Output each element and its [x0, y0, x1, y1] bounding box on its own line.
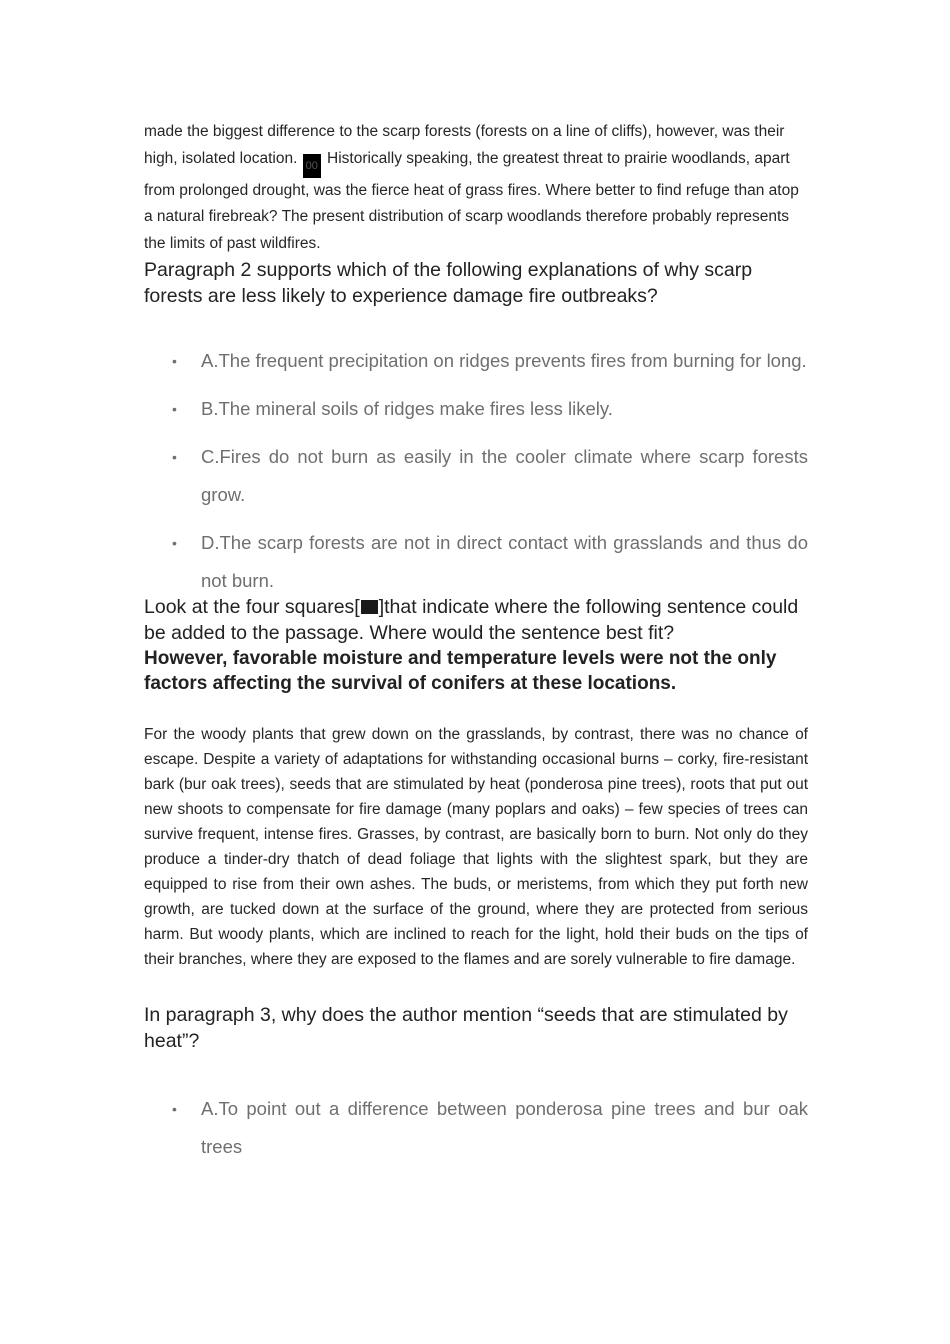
option-b[interactable] — [172, 390, 808, 428]
option-c-label: C.Fires do not burn as easily in the cooler climate where scarp forests grow. — [201, 446, 808, 505]
option-c[interactable] — [172, 438, 808, 514]
option-a[interactable] — [172, 342, 808, 380]
option-d-label: D.The scarp forests are not in direct contact with grasslands and thus do not burn. — [201, 532, 808, 591]
option-b-label: B.The mineral soils of ridges make fires less likely. — [201, 398, 613, 419]
question-1-options — [144, 342, 808, 600]
question-2-options — [144, 1090, 808, 1166]
passage-paragraph-3: For the woody plants that grew down on the grasslands, by contrast, there was no chance of escape. Despite a variety of adaptations for withstanding occasional burns – corky, fire-resistant bark (bur oak trees), seeds that are stimulated by heat (ponderosa pine trees), roots that put out new shoots to compensate for fire damage (many poplars and oaks) – few species of trees can survive frequent, intense fires. Grasses, by contrast, are basically born to burn. Not only do they produce a tinder-dry thatch of dead foliage that lights with the slightest spark, but they are equipped to rise from their own ashes. The buds, or meristems, from which they put forth new growth, are tucked down at the surface of the ground, where they are protected from serious harm. But woody plants, which are inclined to reach for the light, hold their buds on the tips of their branches, where they are exposed to the flames and are sorely vulnerable to fire damage. — [144, 726, 808, 968]
passage-text-before-square: made the biggest difference to the scarp forests (forests on a line of cliffs), however, was their high, isolated location. — [144, 123, 785, 167]
sentence-to-insert: However, favorable moisture and temperature levels were not the only factors affecting the survival of conifers at these locations. — [144, 648, 777, 694]
document-page — [144, 119, 808, 1176]
insert-prompt-after: ]that indicate where the following sentence could be added to the passage. Where would the sentence best fit? — [144, 596, 799, 644]
insertion-square-marker[interactable]: 00 — [303, 154, 321, 178]
bullet-icon: • — [172, 401, 177, 417]
question-2-prompt: In paragraph 3, why does the author mention “seeds that are stimulated by heat”? — [144, 1004, 788, 1052]
passage-paragraph-2 — [144, 119, 808, 257]
bullet-icon: • — [172, 353, 177, 369]
option-a-label: A.To point out a difference between ponderosa pine trees and bur oak trees — [201, 1098, 808, 1157]
option-d[interactable] — [172, 524, 808, 600]
option-a-label: A.The frequent precipitation on ridges prevents fires from burning for long. — [201, 350, 807, 371]
option-a[interactable] — [172, 1090, 808, 1166]
question-1-prompt: Paragraph 2 supports which of the following explanations of why scarp forests are less likely to experience damage fire outbreaks? — [144, 259, 753, 307]
square-marker-icon — [361, 600, 378, 614]
bullet-icon: • — [172, 1101, 177, 1117]
bullet-icon: • — [172, 449, 177, 465]
bullet-icon: • — [172, 535, 177, 551]
passage-text-after-square: Historically speaking, the greatest threat to prairie woodlands, apart from prolonged drought, was the fierce heat of grass fires. Where better to find refuge than atop a natural firebreak? The present distribution of scarp woodlands therefore probably represents the limits of past wildfires. — [144, 149, 799, 252]
insert-prompt-before: Look at the four squares[ — [144, 596, 360, 618]
insert-sentence-prompt — [144, 594, 808, 646]
